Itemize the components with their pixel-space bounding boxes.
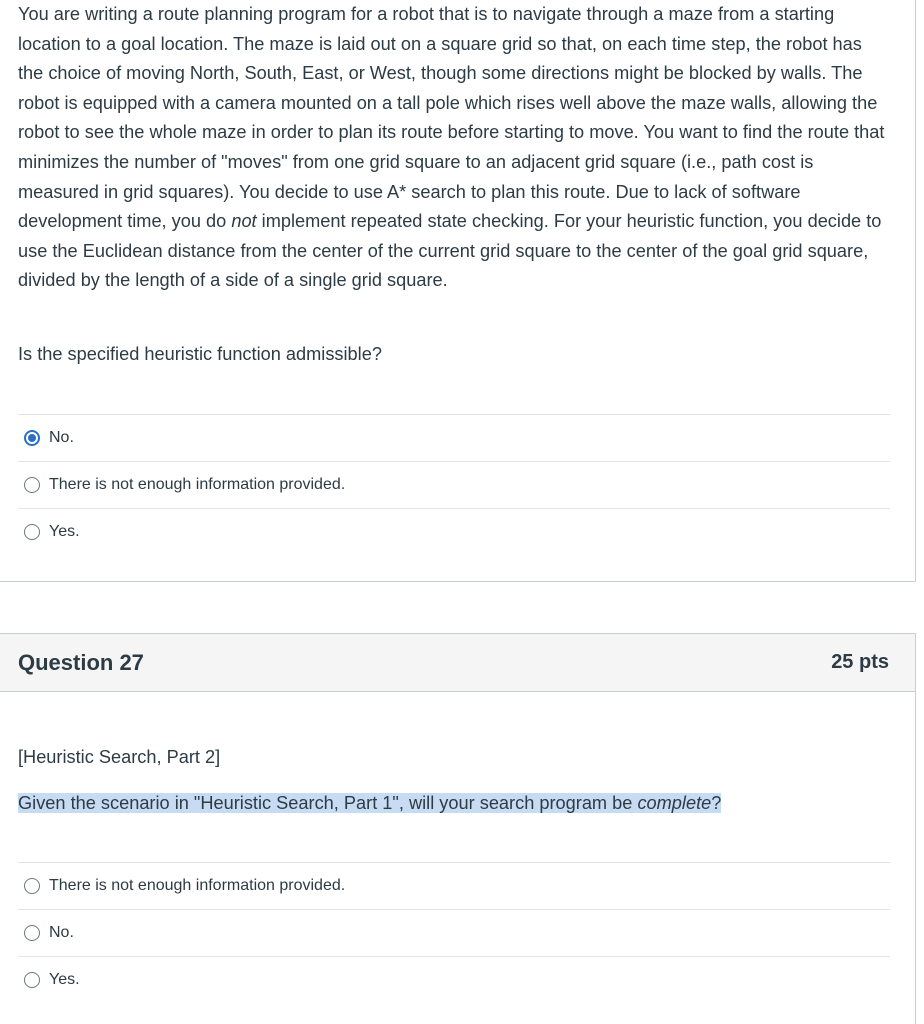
radio-icon[interactable] [24,524,40,540]
answer-option[interactable] [18,909,890,956]
question-27-answers [18,862,890,1003]
highlighted-text: Given the scenario in "Heuristic Search, Part 1", will your search program be complete? [18,793,722,813]
question-27-card [0,633,916,1024]
answer-label: No. [49,429,74,446]
answer-option[interactable] [18,414,890,461]
answer-option[interactable] [18,461,890,508]
question-title: Question 27 [18,649,144,675]
answer-option[interactable] [18,956,890,1003]
radio-icon[interactable] [24,925,40,941]
question-26-text: You are writing a route planning program for a robot that is to navigate through a maze from a starting location to a goal location. The maze is laid out on a square grid so that, on each time step, the robot has the choice of moving North, South, East, or West, though some directions might be blocked by walls. The robot is equipped with a camera mounted on a tall pole which rises well above the maze walls, allowing the robot to see the whole maze in order to plan its route before starting to move. You want to find the route that minimizes the number of "moves" from one grid square to an adjacent grid square (i.e., path cost is measured in grid squares). You decide to use A* search to plan this route. Due to lack of software development time, you do not implement repeated state checking. For your heuristic function, you decide to use the Euclidean distance from the center of the current grid square to the center of the goal grid square, divided by the length of a side of a single grid square. [18,4,885,291]
radio-icon[interactable] [24,972,40,988]
radio-selected-icon[interactable] [24,430,40,446]
answer-option[interactable] [18,508,890,555]
question-27-tag: [Heuristic Search, Part 2] [18,747,221,767]
question-points: 25 pts [831,651,889,673]
answer-option[interactable] [18,862,890,909]
radio-icon[interactable] [24,477,40,493]
question-header [0,634,915,692]
question-26-answers [18,414,890,555]
answer-label: Yes. [49,970,80,988]
answer-label: Yes. [49,522,80,540]
question-26-prompt: Is the specified heuristic function admissible? [18,344,382,364]
question-27-text [18,789,890,819]
answer-label: There is not enough information provided. [49,476,346,493]
answer-label: No. [49,924,74,941]
radio-icon[interactable] [24,878,40,894]
answer-label: There is not enough information provided. [49,877,346,894]
